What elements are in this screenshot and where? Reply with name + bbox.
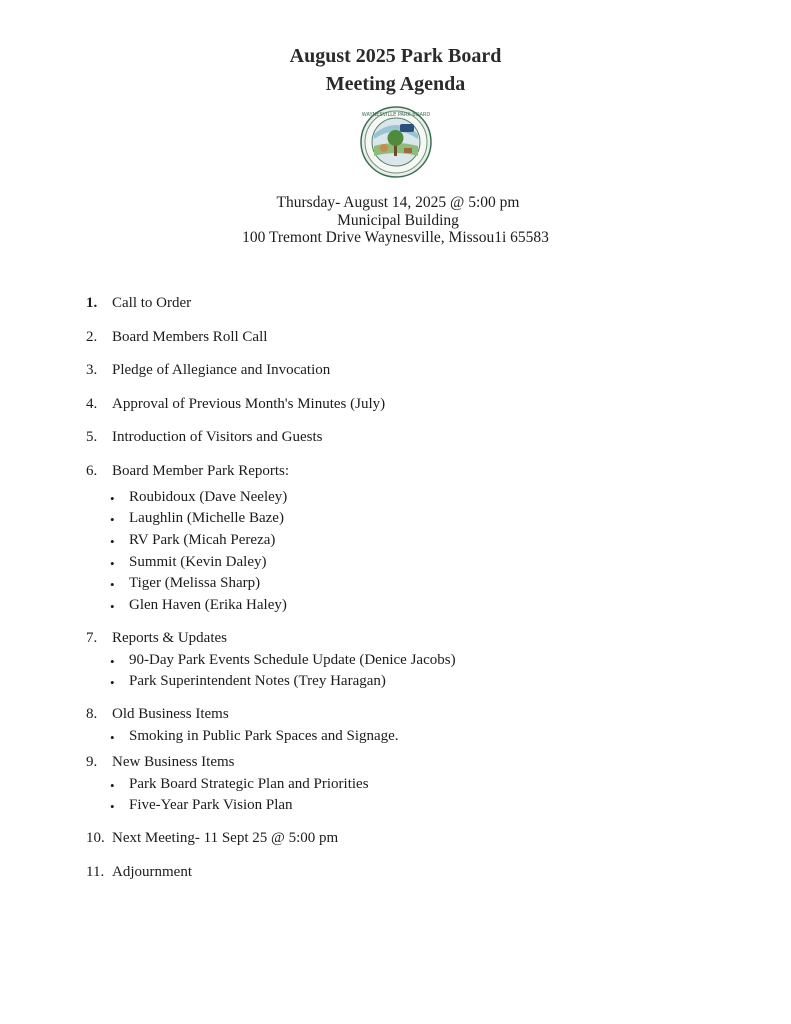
agenda-item bbox=[86, 429, 766, 451]
agenda-subitem-label: RV Park (Micah Pereza) bbox=[129, 531, 276, 548]
agenda-subitem bbox=[86, 673, 766, 695]
agenda-item bbox=[86, 754, 766, 776]
agenda-subitem bbox=[86, 554, 766, 576]
agenda-item-number: 6. bbox=[86, 462, 98, 479]
agenda-item-number: 7. bbox=[86, 629, 98, 646]
agenda-item-number: 8. bbox=[86, 706, 98, 722]
agenda-item-label: Board Members Roll Call bbox=[112, 328, 268, 345]
agenda-item-label: Approval of Previous Month's Minutes (July) bbox=[112, 395, 386, 412]
meeting-info bbox=[0, 194, 791, 247]
agenda-item-label: Pledge of Allegiance and Invocation bbox=[112, 362, 331, 378]
bullet-icon: • bbox=[110, 730, 115, 745]
agenda-subitem bbox=[86, 532, 766, 554]
agenda-subitem-label: Park Superintendent Notes (Trey Haragan) bbox=[129, 673, 386, 690]
agenda-item-number: 11. bbox=[86, 863, 105, 880]
bullet-icon: • bbox=[110, 512, 115, 528]
agenda-item bbox=[86, 362, 766, 384]
agenda-item-number: 2. bbox=[86, 328, 98, 345]
bullet-icon: • bbox=[110, 653, 115, 669]
agenda-item bbox=[86, 329, 766, 351]
bullet-icon: • bbox=[110, 675, 115, 691]
agenda-item bbox=[86, 396, 766, 418]
agenda-item-label: Board Member Park Reports: bbox=[112, 462, 290, 479]
bullet-icon: • bbox=[110, 598, 115, 614]
page-title bbox=[0, 42, 791, 98]
agenda-subitem-label: 90-Day Park Events Schedule Update (Denice Jacobs) bbox=[129, 651, 456, 668]
agenda-subitem-label: Smoking in Public Park Spaces and Signage. bbox=[129, 728, 399, 744]
bullet-icon: • bbox=[110, 490, 115, 506]
agenda-subitem-label: Five-Year Park Vision Plan bbox=[129, 797, 293, 814]
agenda-item-label: Reports & Updates bbox=[112, 629, 227, 646]
agenda-subitem bbox=[86, 575, 766, 597]
agenda-subitem-label: Summit (Kevin Daley) bbox=[129, 553, 267, 570]
agenda-item bbox=[86, 630, 766, 652]
agenda-subitem bbox=[86, 510, 766, 532]
bullet-icon: • bbox=[110, 533, 115, 549]
agenda-item-number: 10. bbox=[86, 830, 105, 847]
agenda-item bbox=[86, 463, 766, 485]
agenda-item bbox=[86, 295, 766, 317]
park-board-seal-logo bbox=[360, 106, 432, 178]
bullet-icon: • bbox=[110, 799, 115, 815]
agenda-subitem-label: Park Board Strategic Plan and Priorities bbox=[129, 775, 369, 792]
agenda-subitem-label: Glen Haven (Erika Haley) bbox=[129, 596, 287, 613]
agenda-item-number: 4. bbox=[86, 395, 98, 412]
agenda-item-label: Introduction of Visitors and Guests bbox=[112, 429, 323, 445]
agenda-item-number: 1. bbox=[86, 295, 98, 311]
agenda-subitem bbox=[86, 776, 766, 798]
agenda-subitem-label: Laughlin (Michelle Baze) bbox=[129, 510, 284, 527]
agenda-item-number: 9. bbox=[86, 753, 98, 770]
title-line-1: August 2025 Park Board bbox=[289, 45, 502, 67]
agenda-list bbox=[86, 295, 766, 886]
agenda-subitem bbox=[86, 728, 766, 750]
agenda-item-label: New Business Items bbox=[112, 753, 235, 770]
agenda-subitem bbox=[86, 597, 766, 619]
agenda-item-label: Call to Order bbox=[112, 295, 192, 311]
bullet-icon: • bbox=[110, 577, 115, 593]
agenda-subitem-label: Tiger (Melissa Sharp) bbox=[129, 575, 261, 592]
agenda-item bbox=[86, 706, 766, 728]
title-line-2: Meeting Agenda bbox=[325, 73, 466, 95]
agenda-item-label: Adjournment bbox=[112, 863, 192, 880]
meeting-address: 100 Tremont Drive Waynesville, Missou1i 65583 bbox=[242, 229, 549, 246]
agenda-subitem bbox=[86, 489, 766, 511]
agenda-subitem bbox=[86, 797, 766, 819]
svg-text:WAYNESVILLE PARK BOARD: WAYNESVILLE PARK BOARD bbox=[361, 112, 431, 118]
meeting-date-time: Thursday- August 14, 2025 @ 5:00 pm bbox=[276, 194, 520, 211]
agenda-item bbox=[86, 830, 766, 852]
bullet-icon: • bbox=[110, 555, 115, 571]
agenda-item-number: 5. bbox=[86, 429, 98, 445]
agenda-item-label: Next Meeting- 11 Sept 25 @ 5:00 pm bbox=[112, 830, 339, 847]
agenda-subitem-label: Roubidoux (Dave Neeley) bbox=[129, 488, 288, 505]
bullet-icon: • bbox=[110, 777, 115, 793]
agenda-subitem bbox=[86, 652, 766, 674]
agenda-item bbox=[86, 864, 766, 886]
agenda-item-label: Old Business Items bbox=[112, 706, 229, 722]
meeting-place: Municipal Building bbox=[337, 211, 459, 229]
agenda-item-number: 3. bbox=[86, 362, 98, 378]
